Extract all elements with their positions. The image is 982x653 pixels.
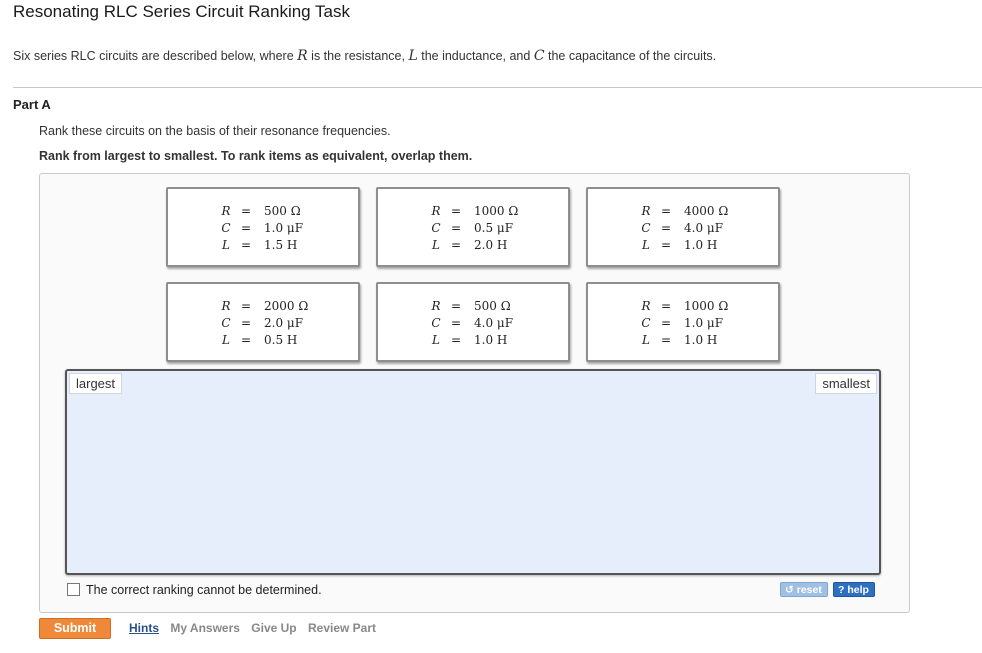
largest-label: largest <box>69 373 122 394</box>
my-answers-link[interactable]: My Answers <box>170 621 240 635</box>
card-sym: R <box>431 299 441 313</box>
cannot-determine-checkbox[interactable] <box>67 583 80 596</box>
card-sym: R <box>221 204 231 218</box>
reset-button[interactable] <box>780 582 828 597</box>
intro-text <box>13 48 716 64</box>
circuit-card-table <box>636 298 731 349</box>
ranking-drop-zone[interactable] <box>65 369 881 575</box>
card-value: 1.0 H <box>474 333 508 347</box>
intro-pre: Six series RLC circuits are described below, where <box>13 49 298 63</box>
card-value: 4.0 μF <box>684 221 724 235</box>
card-value: 1000 Ω <box>684 299 729 313</box>
card-eq: = <box>660 299 672 313</box>
circuit-card-4[interactable] <box>166 282 360 362</box>
part-label: Part A <box>13 97 51 112</box>
card-eq: = <box>450 238 462 252</box>
card-eq: = <box>240 333 252 347</box>
circuit-card-6[interactable] <box>586 282 780 362</box>
card-value: 0.5 H <box>264 333 298 347</box>
card-eq: = <box>240 221 252 235</box>
card-value: 2.0 μF <box>264 316 304 330</box>
card-sym: C <box>431 221 441 235</box>
card-sym: R <box>641 299 651 313</box>
card-eq: = <box>240 316 252 330</box>
card-eq: = <box>240 299 252 313</box>
card-sym: L <box>222 333 230 347</box>
section-divider <box>13 87 982 88</box>
instruction-bold-text: Rank from largest to smallest. To rank items as equivalent, overlap them. <box>39 149 473 163</box>
card-eq: = <box>660 316 672 330</box>
card-value: 4.0 μF <box>474 316 514 330</box>
intro-post: the capacitance of the circuits. <box>544 49 717 63</box>
card-value: 2.0 H <box>474 238 508 252</box>
card-eq: = <box>450 221 462 235</box>
card-eq: = <box>450 299 462 313</box>
card-sym: C <box>641 221 651 235</box>
card-eq: = <box>450 333 462 347</box>
card-sym: L <box>222 238 230 252</box>
submit-button[interactable]: Submit <box>39 618 111 639</box>
card-value: 2000 Ω <box>264 299 309 313</box>
help-button[interactable] <box>833 582 875 597</box>
card-value: 500 Ω <box>264 204 301 218</box>
card-value: 1.0 μF <box>264 221 304 235</box>
give-up-link[interactable]: Give Up <box>251 621 297 635</box>
circuit-card-table <box>426 298 516 349</box>
circuit-card-2[interactable] <box>376 187 570 267</box>
card-eq: = <box>660 238 672 252</box>
card-sym: C <box>221 316 231 330</box>
card-value: 0.5 μF <box>474 221 514 235</box>
review-part-link[interactable]: Review Part <box>307 621 377 635</box>
card-sym: C <box>431 316 441 330</box>
card-eq: = <box>660 333 672 347</box>
reset-label: reset <box>796 584 822 596</box>
smallest-label: smallest <box>815 373 877 394</box>
card-eq: = <box>240 238 252 252</box>
circuit-card-table <box>426 203 521 254</box>
reset-icon: ↺ <box>785 584 794 596</box>
instruction-text: Rank these circuits on the basis of their resonance frequencies. <box>39 124 391 138</box>
card-value: 500 Ω <box>474 299 511 313</box>
card-eq: = <box>240 204 252 218</box>
footer-links <box>129 621 384 635</box>
page-title: Resonating RLC Series Circuit Ranking Task <box>13 2 351 21</box>
card-value: 1.5 H <box>264 238 298 252</box>
cannot-determine-label: The correct ranking cannot be determined. <box>86 583 322 597</box>
circuit-card-table <box>216 203 306 254</box>
intro-var-l: L <box>408 48 418 64</box>
help-icon: ? <box>838 584 845 596</box>
card-sym: L <box>432 333 440 347</box>
card-value: 1.0 H <box>684 238 718 252</box>
card-sym: R <box>431 204 441 218</box>
card-sym: L <box>432 238 440 252</box>
card-sym: R <box>221 299 231 313</box>
card-eq: = <box>660 204 672 218</box>
cannot-determine-option[interactable] <box>67 583 322 597</box>
intro-mid1: is the resistance, <box>307 49 409 63</box>
card-sym: C <box>221 221 231 235</box>
circuit-card-table <box>636 203 731 254</box>
card-sym: L <box>642 238 650 252</box>
card-eq: = <box>450 204 462 218</box>
intro-var-c: C <box>533 48 545 64</box>
card-value: 1.0 H <box>684 333 718 347</box>
card-value: 1.0 μF <box>684 316 724 330</box>
circuit-card-1[interactable] <box>166 187 360 267</box>
card-eq: = <box>660 221 672 235</box>
card-sym: C <box>641 316 651 330</box>
card-sym: R <box>641 204 651 218</box>
intro-var-r: R <box>297 48 308 64</box>
card-value: 1000 Ω <box>474 204 519 218</box>
help-label: help <box>847 584 869 596</box>
hints-link[interactable]: Hints <box>129 621 159 635</box>
circuit-card-3[interactable] <box>586 187 780 267</box>
card-sym: L <box>642 333 650 347</box>
intro-mid2: the inductance, and <box>417 49 534 63</box>
card-eq: = <box>450 316 462 330</box>
circuit-card-table <box>216 298 311 349</box>
circuit-card-5[interactable] <box>376 282 570 362</box>
card-value: 4000 Ω <box>684 204 729 218</box>
